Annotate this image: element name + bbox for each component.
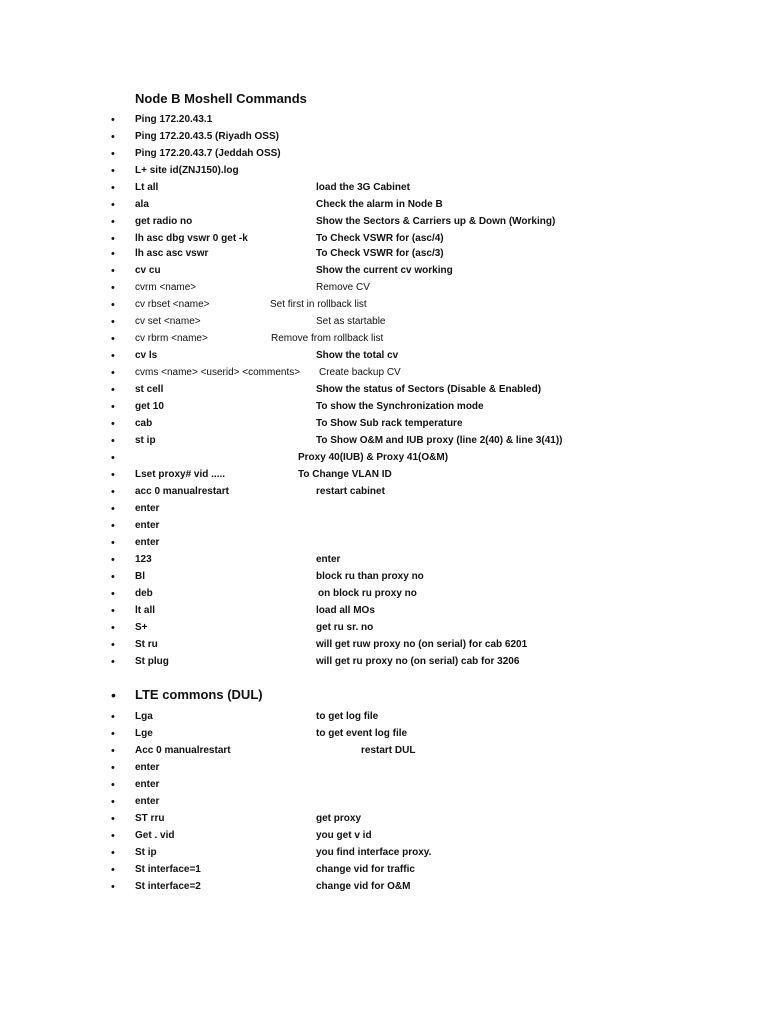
bullet-icon: • (111, 216, 115, 228)
command-text: cv cu (135, 265, 161, 276)
command-text: S+ (135, 622, 148, 633)
bullet-icon: • (111, 418, 115, 430)
bullet-icon: • (111, 367, 115, 379)
command-text: lt all (135, 605, 156, 616)
bullet-icon: • (111, 881, 115, 893)
bullet-icon: • (111, 745, 115, 757)
command-description: get ru sr. no (316, 622, 374, 633)
command-description: load the 3G Cabinet (316, 182, 410, 193)
bullet-icon: • (111, 864, 115, 876)
command-description: will get ru proxy no (on serial) cab for 3206 (316, 656, 520, 667)
command-text: ala (135, 199, 149, 210)
command-text: cv ls (135, 350, 158, 361)
command-text: enter (135, 779, 160, 790)
bullet-icon: • (111, 779, 115, 791)
command-description: restart cabinet (316, 486, 385, 497)
command-text: deb (135, 588, 153, 599)
command-description: Show the Sectors & Carriers up & Down (Working) (316, 216, 556, 227)
command-description: will get ruw proxy no (on serial) for cab 6201 (316, 639, 528, 650)
command-text: St ip (135, 847, 157, 858)
command-text: Bl (135, 571, 145, 582)
command-text: get 10 (135, 401, 164, 412)
command-text: enter (135, 796, 160, 807)
command-text: lh asc asc vswr (135, 248, 209, 259)
bullet-icon: • (111, 588, 115, 600)
bullet-icon: • (111, 486, 115, 498)
bullet-icon: • (111, 265, 115, 277)
bullet-icon: • (111, 282, 115, 294)
command-text: Lt all (135, 182, 159, 193)
bullet-icon: • (111, 762, 115, 774)
bullet-icon: • (111, 248, 115, 260)
command-text: cvrm <name> (135, 282, 197, 293)
command-description: To show the Synchronization mode (316, 401, 484, 412)
bullet-icon: • (111, 571, 115, 583)
command-description: to get event log file (316, 728, 408, 739)
bullet-icon: • (111, 114, 115, 126)
command-text: cv rbrm <name> (135, 333, 208, 344)
bullet-icon: • (111, 813, 115, 825)
command-text: Ping 172.20.43.1 (135, 114, 213, 125)
command-description: To Check VSWR for (asc/4) (316, 233, 444, 244)
command-text: St plug (135, 656, 169, 667)
bullet-icon: • (111, 796, 115, 808)
bullet-icon: • (111, 469, 115, 481)
command-text: St interface=1 (135, 864, 201, 875)
command-description: change vid for O&M (316, 881, 411, 892)
command-description: get proxy (316, 813, 362, 824)
command-description: you find interface proxy. (316, 847, 432, 858)
command-text: Get . vid (135, 830, 175, 841)
command-description: load all MOs (316, 605, 375, 616)
command-description: Set as startable (316, 316, 386, 327)
command-text: cv set <name> (135, 316, 201, 327)
command-description: To Show O&M and IUB proxy (line 2(40) & line 3(41)) (316, 435, 563, 446)
command-description: Show the total cv (316, 350, 399, 361)
command-text: lh asc dbg vswr 0 get -k (135, 233, 248, 244)
command-description: Show the current cv working (316, 265, 453, 276)
bullet-icon: • (111, 316, 115, 328)
bullet-icon: • (111, 299, 115, 311)
command-text: Ping 172.20.43.7 (Jeddah OSS) (135, 148, 281, 159)
bullet-icon: • (111, 333, 115, 345)
bullet-icon: • (111, 656, 115, 668)
bullet-icon: • (111, 537, 115, 549)
bullet-icon: • (111, 165, 115, 177)
command-text: Lge (135, 728, 153, 739)
bullet-icon: • (111, 148, 115, 160)
command-description: Create backup CV (319, 367, 401, 378)
bullet-icon: • (111, 830, 115, 842)
command-text: cab (135, 418, 153, 429)
bullet-icon: • (111, 605, 115, 617)
command-description: Remove from rollback list (271, 333, 384, 344)
bullet-icon: • (111, 131, 115, 143)
command-text: Lset proxy# vid ..... (135, 469, 226, 480)
bullet-icon: • (111, 452, 115, 464)
command-description: Remove CV (316, 282, 370, 293)
command-text: enter (135, 503, 160, 514)
command-text: cvms <name> <userid> <comments> (135, 367, 301, 378)
command-text: Lga (135, 711, 153, 722)
bullet-icon: • (111, 199, 115, 211)
command-text: St ru (135, 639, 158, 650)
page-title: Node B Moshell Commands (135, 91, 307, 106)
bullet-icon: • (111, 847, 115, 859)
bullet-icon: • (111, 639, 115, 651)
command-description: To Change VLAN ID (298, 469, 392, 480)
bullet-icon: • (111, 435, 115, 447)
bullet-icon: • (111, 503, 115, 515)
bullet-icon: • (111, 401, 115, 413)
command-description: Show the status of Sectors (Disable & Enabled) (316, 384, 542, 395)
command-text: acc 0 manualrestart (135, 486, 229, 497)
command-description: change vid for traffic (316, 864, 415, 875)
command-text: 123 (135, 554, 152, 565)
command-text: cv rbset <name> (135, 299, 210, 310)
command-description: to get log file (316, 711, 379, 722)
bullet-icon: • (111, 350, 115, 362)
bullet-icon: • (111, 384, 115, 396)
command-description: block ru than proxy no (316, 571, 424, 582)
bullet-icon: • (111, 182, 115, 194)
command-description: restart DUL (361, 745, 416, 756)
command-description: Set first in rollback list (270, 299, 367, 310)
command-text: enter (135, 537, 160, 548)
command-text: ST rru (135, 813, 165, 824)
command-description: on block ru proxy no (318, 588, 417, 599)
command-description: Check the alarm in Node B (316, 199, 443, 210)
bullet-icon: • (111, 554, 115, 566)
bullet-icon: • (111, 233, 115, 245)
command-text: Acc 0 manualrestart (135, 745, 231, 756)
command-text: st cell (135, 384, 164, 395)
command-text: enter (135, 520, 160, 531)
bullet-icon: • (111, 622, 115, 634)
bullet-icon: • (111, 687, 116, 703)
command-text: get radio no (135, 216, 193, 227)
command-description: Proxy 40(IUB) & Proxy 41(O&M) (298, 452, 449, 463)
section-title: LTE commons (DUL) (135, 687, 263, 702)
command-text: L+ site id(ZNJ150).log (135, 165, 239, 176)
command-text: St interface=2 (135, 881, 201, 892)
bullet-icon: • (111, 728, 115, 740)
command-description: you get v id (316, 830, 372, 841)
command-description: To Show Sub rack temperature (316, 418, 463, 429)
command-description: enter (316, 554, 341, 565)
bullet-icon: • (111, 520, 115, 532)
command-text: st ip (135, 435, 156, 446)
bullet-icon: • (111, 711, 115, 723)
command-text: enter (135, 762, 160, 773)
command-description: To Check VSWR for (asc/3) (316, 248, 444, 259)
command-text: Ping 172.20.43.5 (Riyadh OSS) (135, 131, 279, 142)
